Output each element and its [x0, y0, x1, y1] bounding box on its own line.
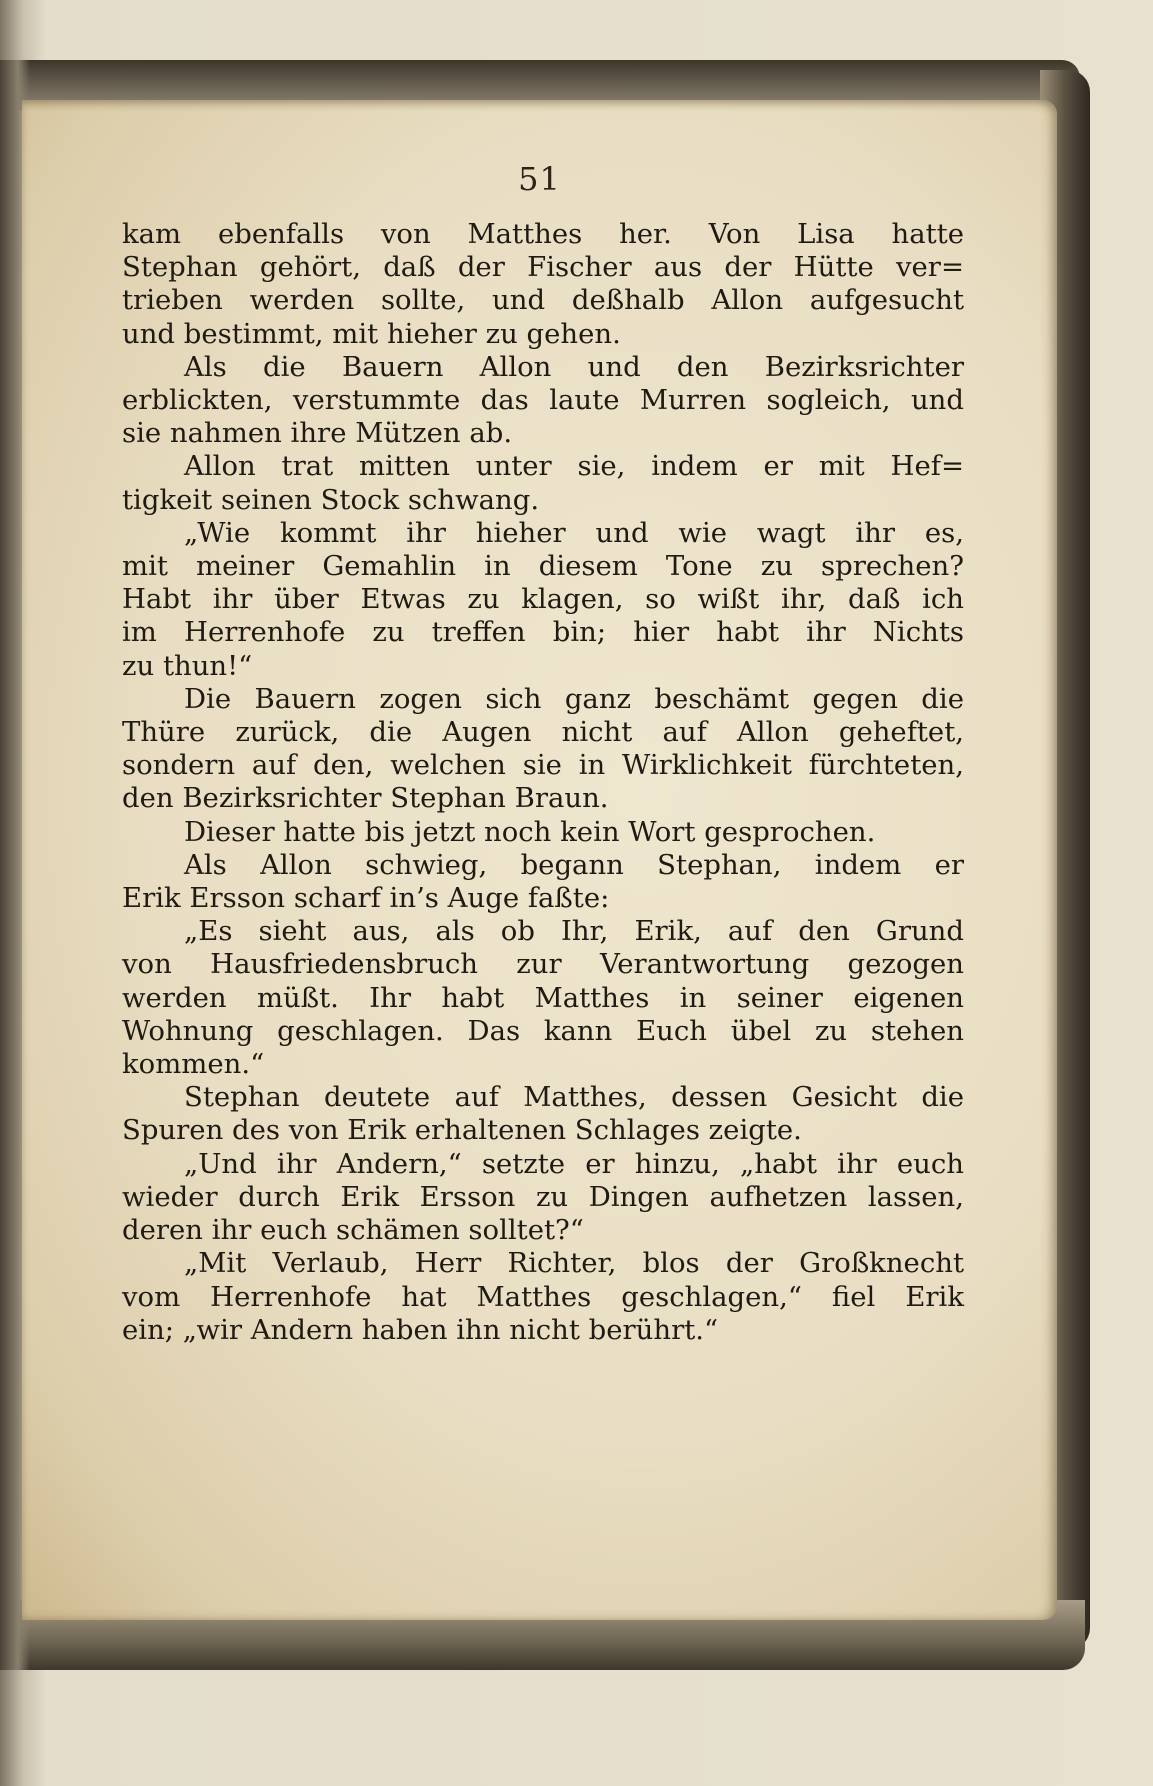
text-line: von Hausfriedensbruch zur Verantwortung gezogen: [122, 948, 964, 981]
paragraph: [122, 450, 964, 516]
paragraph: [122, 816, 964, 849]
text-line: trieben werden sollte, und deßhalb Allon aufgesucht: [122, 284, 964, 317]
paragraph: [122, 517, 964, 683]
text-line: wieder durch Erik Ersson zu Dingen aufhetzen lassen,: [122, 1180, 964, 1213]
text-line: Stephan gehört, daß der Fischer aus der Hütte ver=: [122, 251, 964, 284]
text-line: kam ebenfalls von Matthes her. Von Lisa hatte: [122, 218, 964, 250]
text-line: Als die Bauern Allon und den Bezirksrichter: [184, 350, 964, 383]
text-line: „Wie kommt ihr hieher und wie wagt ihr es,: [184, 516, 964, 549]
text-line: deren ihr euch schämen solltet?“: [122, 1214, 584, 1247]
text-line: „Und ihr Andern,“ setzte er hinzu, „habt ihr euch: [184, 1147, 964, 1180]
text-line: „Mit Verlaub, Herr Richter, blos der Großknecht: [184, 1247, 964, 1280]
text-line: werden müßt. Ihr habt Matthes in seiner eigenen: [122, 981, 964, 1014]
text-line: ein; „wir Andern haben ihn nicht berührt.“: [122, 1313, 719, 1346]
text-line: sondern auf den, welchen sie in Wirklichkeit fürchteten,: [122, 749, 964, 782]
text-line: erblickten, verstummte das laute Murren sogleich, und: [122, 384, 964, 417]
text-line: zu thun!“: [122, 649, 253, 682]
text-line: Spuren des von Erik erhaltenen Schlages zeigte.: [122, 1114, 802, 1147]
text-line: den Bezirksrichter Stephan Braun.: [122, 782, 609, 815]
text-line: Wohnung geschlagen. Das kann Euch übel zu stehen: [122, 1014, 964, 1047]
paragraph: [122, 849, 964, 915]
paragraph: [122, 351, 964, 451]
paragraph: [122, 1148, 964, 1248]
book-page: [22, 100, 1057, 1620]
text-line: Die Bauern zogen sich ganz beschämt gegen die: [184, 682, 964, 715]
body-text: [122, 218, 964, 1347]
paragraph: [122, 683, 964, 816]
text-line: Dieser hatte bis jetzt noch kein Wort gesprochen.: [184, 815, 876, 848]
text-line: Habt ihr über Etwas zu klagen, so wißt ihr, daß ich: [122, 583, 964, 616]
text-line: vom Herrenhofe hat Matthes geschlagen,“ fiel Erik: [122, 1280, 964, 1313]
text-line: „Es sieht aus, als ob Ihr, Erik, auf den Grund: [184, 915, 964, 948]
paragraph: [122, 1081, 964, 1147]
paragraph: [122, 915, 964, 1081]
text-line: Allon trat mitten unter sie, indem er mit Hef=: [184, 450, 964, 483]
paragraph: [122, 1247, 964, 1347]
text-line: und bestimmt, mit hieher zu gehen.: [122, 317, 621, 350]
page-number: 51: [518, 160, 561, 198]
text-line: mit meiner Gemahlin in diesem Tone zu sprechen?: [122, 550, 964, 583]
text-line: Thüre zurück, die Augen nicht auf Allon geheftet,: [122, 716, 964, 749]
text-line: kommen.“: [122, 1048, 265, 1081]
text-line: im Herrenhofe zu treffen bin; hier habt ihr Nichts: [122, 616, 964, 649]
text-line: sie nahmen ihre Mützen ab.: [122, 417, 513, 450]
text-line: Stephan deutete auf Matthes, dessen Gesicht die: [184, 1081, 964, 1114]
paragraph: [122, 218, 964, 351]
text-line: Erik Ersson scharf in’s Auge faßte:: [122, 882, 610, 915]
text-line: tigkeit seinen Stock schwang.: [122, 483, 540, 516]
text-line: Als Allon schwieg, begann Stephan, indem er: [184, 848, 964, 881]
